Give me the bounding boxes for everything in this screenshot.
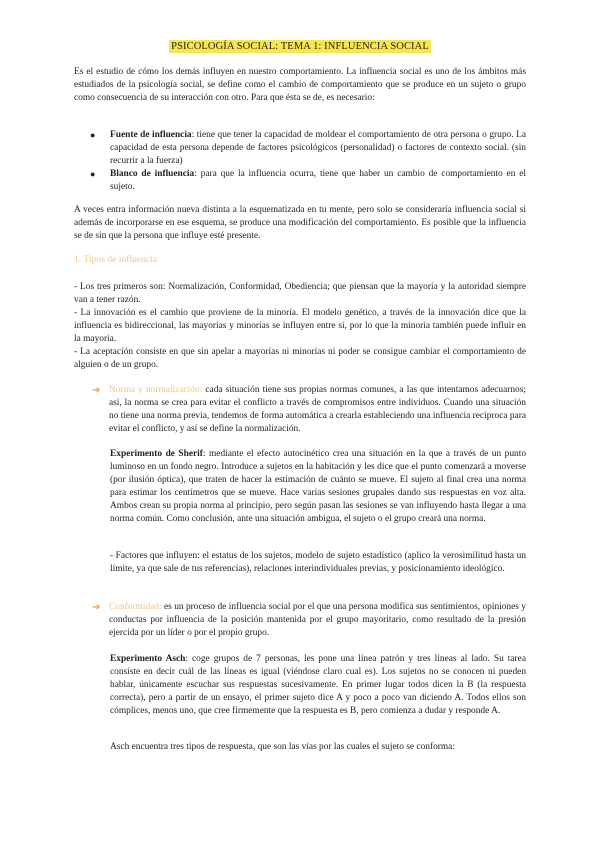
asch-paragraph bbox=[110, 653, 526, 718]
bullet-blanco bbox=[90, 168, 526, 194]
arrow-right-icon: ➔ bbox=[92, 385, 101, 396]
conformidad-body: es un proceso de influencia social por el que una persona modifica sus sentimientos, opiniones y conductas por influencia de la posición mantenida por el grupo mayoritario, como resultado de la presión ejercida por un líder o por el propio grupo. bbox=[109, 602, 526, 639]
conformidad-label: Conformidad: bbox=[109, 602, 162, 612]
section-heading: 1. Tipos de influencia bbox=[74, 254, 158, 265]
asch-conclusion: Asch encuentra tres tipos de respuesta, que son las vías por las cuales el sujeto se conforma: bbox=[110, 742, 455, 752]
page-title: PSICOLOGÍA SOCIAL: TEMA 1: INFLUENCIA SOCIAL bbox=[171, 41, 429, 52]
norma-item bbox=[92, 384, 526, 436]
paragraph-2: A veces entra información nueva distinta a la esquematizada en tu mente, pero solo se consideraría influencia social si además de incorporarse en ese esquema, se produce una modificación del comportamiento. Es posible que la influencia se de sin que la persona que influye esté presente. bbox=[74, 205, 526, 242]
bullet-term: Fuente de influencia bbox=[110, 130, 192, 140]
conformidad-item bbox=[92, 601, 526, 640]
sherif-body: : mediante el efecto autocinético crea una situación en la que a través de un punto luminoso en un fondo negro. Introduce a sujetos en la habitación y les dice que el punto comenzará a moverse (por ilusión óptica), que traten de hacer la estimación de cuánto se mueve. El sujeto al final crea una norma para estimar los centímetros que se mueve. Hace varias sesiones grupales dando sus respuestas en voz alta. Ambos crean su propia norma al principio, pero según pasan las sesiones se van influyendo hasta llegar a una norma común. Como conclusión, ante una situación ambigua, el sujeto o el grupo creará una norma. bbox=[110, 449, 527, 525]
arrow-right-icon: ➔ bbox=[92, 602, 101, 613]
types-line-1: - Los tres primeros son: Normalización, Conformidad, Obediencia; que piensan que la mayoría y la autoridad siempre van a tener razón. bbox=[74, 282, 526, 306]
bullet-fuente bbox=[90, 129, 526, 168]
norma-text bbox=[92, 384, 526, 436]
types-line-3: - La aceptación consiste en que sin apelar a mayorías ni minorías ni poder se consigue cambiar el comportamiento de alguien o de un grupo. bbox=[74, 347, 526, 371]
requirements-list bbox=[90, 129, 526, 194]
bullet-dot-icon: ● bbox=[90, 130, 96, 140]
asch-body: : coge grupos de 7 personas, les pone una línea patrón y tres líneas al lado. Su tarea consiste en decir cuál de las líneas es igual (viéndose claro cual es). Los sujetos no se conocen ni pueden hablar, únicamente escuchar sus respuestas sucesivamente. En primer lugar todos dicen la B (la respuesta correcta), pero a partir de un ensayo, el primer sujeto dice A y poco a poco van diciendo A. Todos ellos son cómplices, menos uno, que cree firmemente que la respuesta es B, pero comienza a dudar y responde A. bbox=[110, 654, 526, 717]
bullet-term: Blanco de influencia bbox=[110, 169, 195, 180]
factores-paragraph: - Factores que influyen: el estatus de los sujetos, modelo de sujeto estadístico (aplico la verosimilitud hasta un límite, ya que sale de tus referencias), relaciones interindividuales previas, y posicionamiento ideológico. bbox=[110, 551, 526, 575]
bullet-dot-icon: ● bbox=[90, 169, 96, 180]
norma-label: Norma y normalización: bbox=[109, 385, 203, 395]
asch-label: Experimento Asch bbox=[110, 654, 186, 664]
sherif-label: Experimento de Sherif bbox=[110, 449, 203, 459]
intro-paragraph: Es el estudio de cómo los demás influyen en nuestro comportamiento. La influencia social es uno de los ámbitos más estudiados de la psicología social, se define como el cambio de comportamiento que se produce en un sujeto o grupo como consecuencia de su interacción con otro. Para que ésta se de, es necesario: bbox=[74, 67, 526, 104]
norma-body: cada situación tiene sus propias normas comunes, a las que intentamos adecuarnos; así, la norma se crea para evitar el conflicto a través de compromisos entre individuos. Cuando una situación no tiene una norma previa, tendemos de forma automática a crearla estableciendo una influencia recíproca para evitar el conflicto, y así se define la normalización. bbox=[109, 385, 527, 435]
sherif-paragraph bbox=[110, 448, 526, 527]
types-line-2: - La innovación es el cambio que proviene de la minoría. El modelo genético, a través de la innovación dice que la influencia es bidireccional, las mayorías y minorías se influyen entre sí, por lo que la minoría también puede influir en la mayoría. bbox=[74, 308, 526, 345]
bullet-text: : tiene que tener la capacidad de moldear el comportamiento de otra persona o grupo. La capacidad de esta persona depende de factores psicológicos (personalidad) o factores de contexto social. (sin recurrir a la fuerza) bbox=[110, 130, 527, 167]
conformidad-text bbox=[92, 601, 526, 640]
bullet-text: : para que la influencia ocurra, tiene que haber un cambio de comportamiento en el sujeto. bbox=[110, 169, 526, 193]
title-wrap bbox=[0, 36, 600, 54]
